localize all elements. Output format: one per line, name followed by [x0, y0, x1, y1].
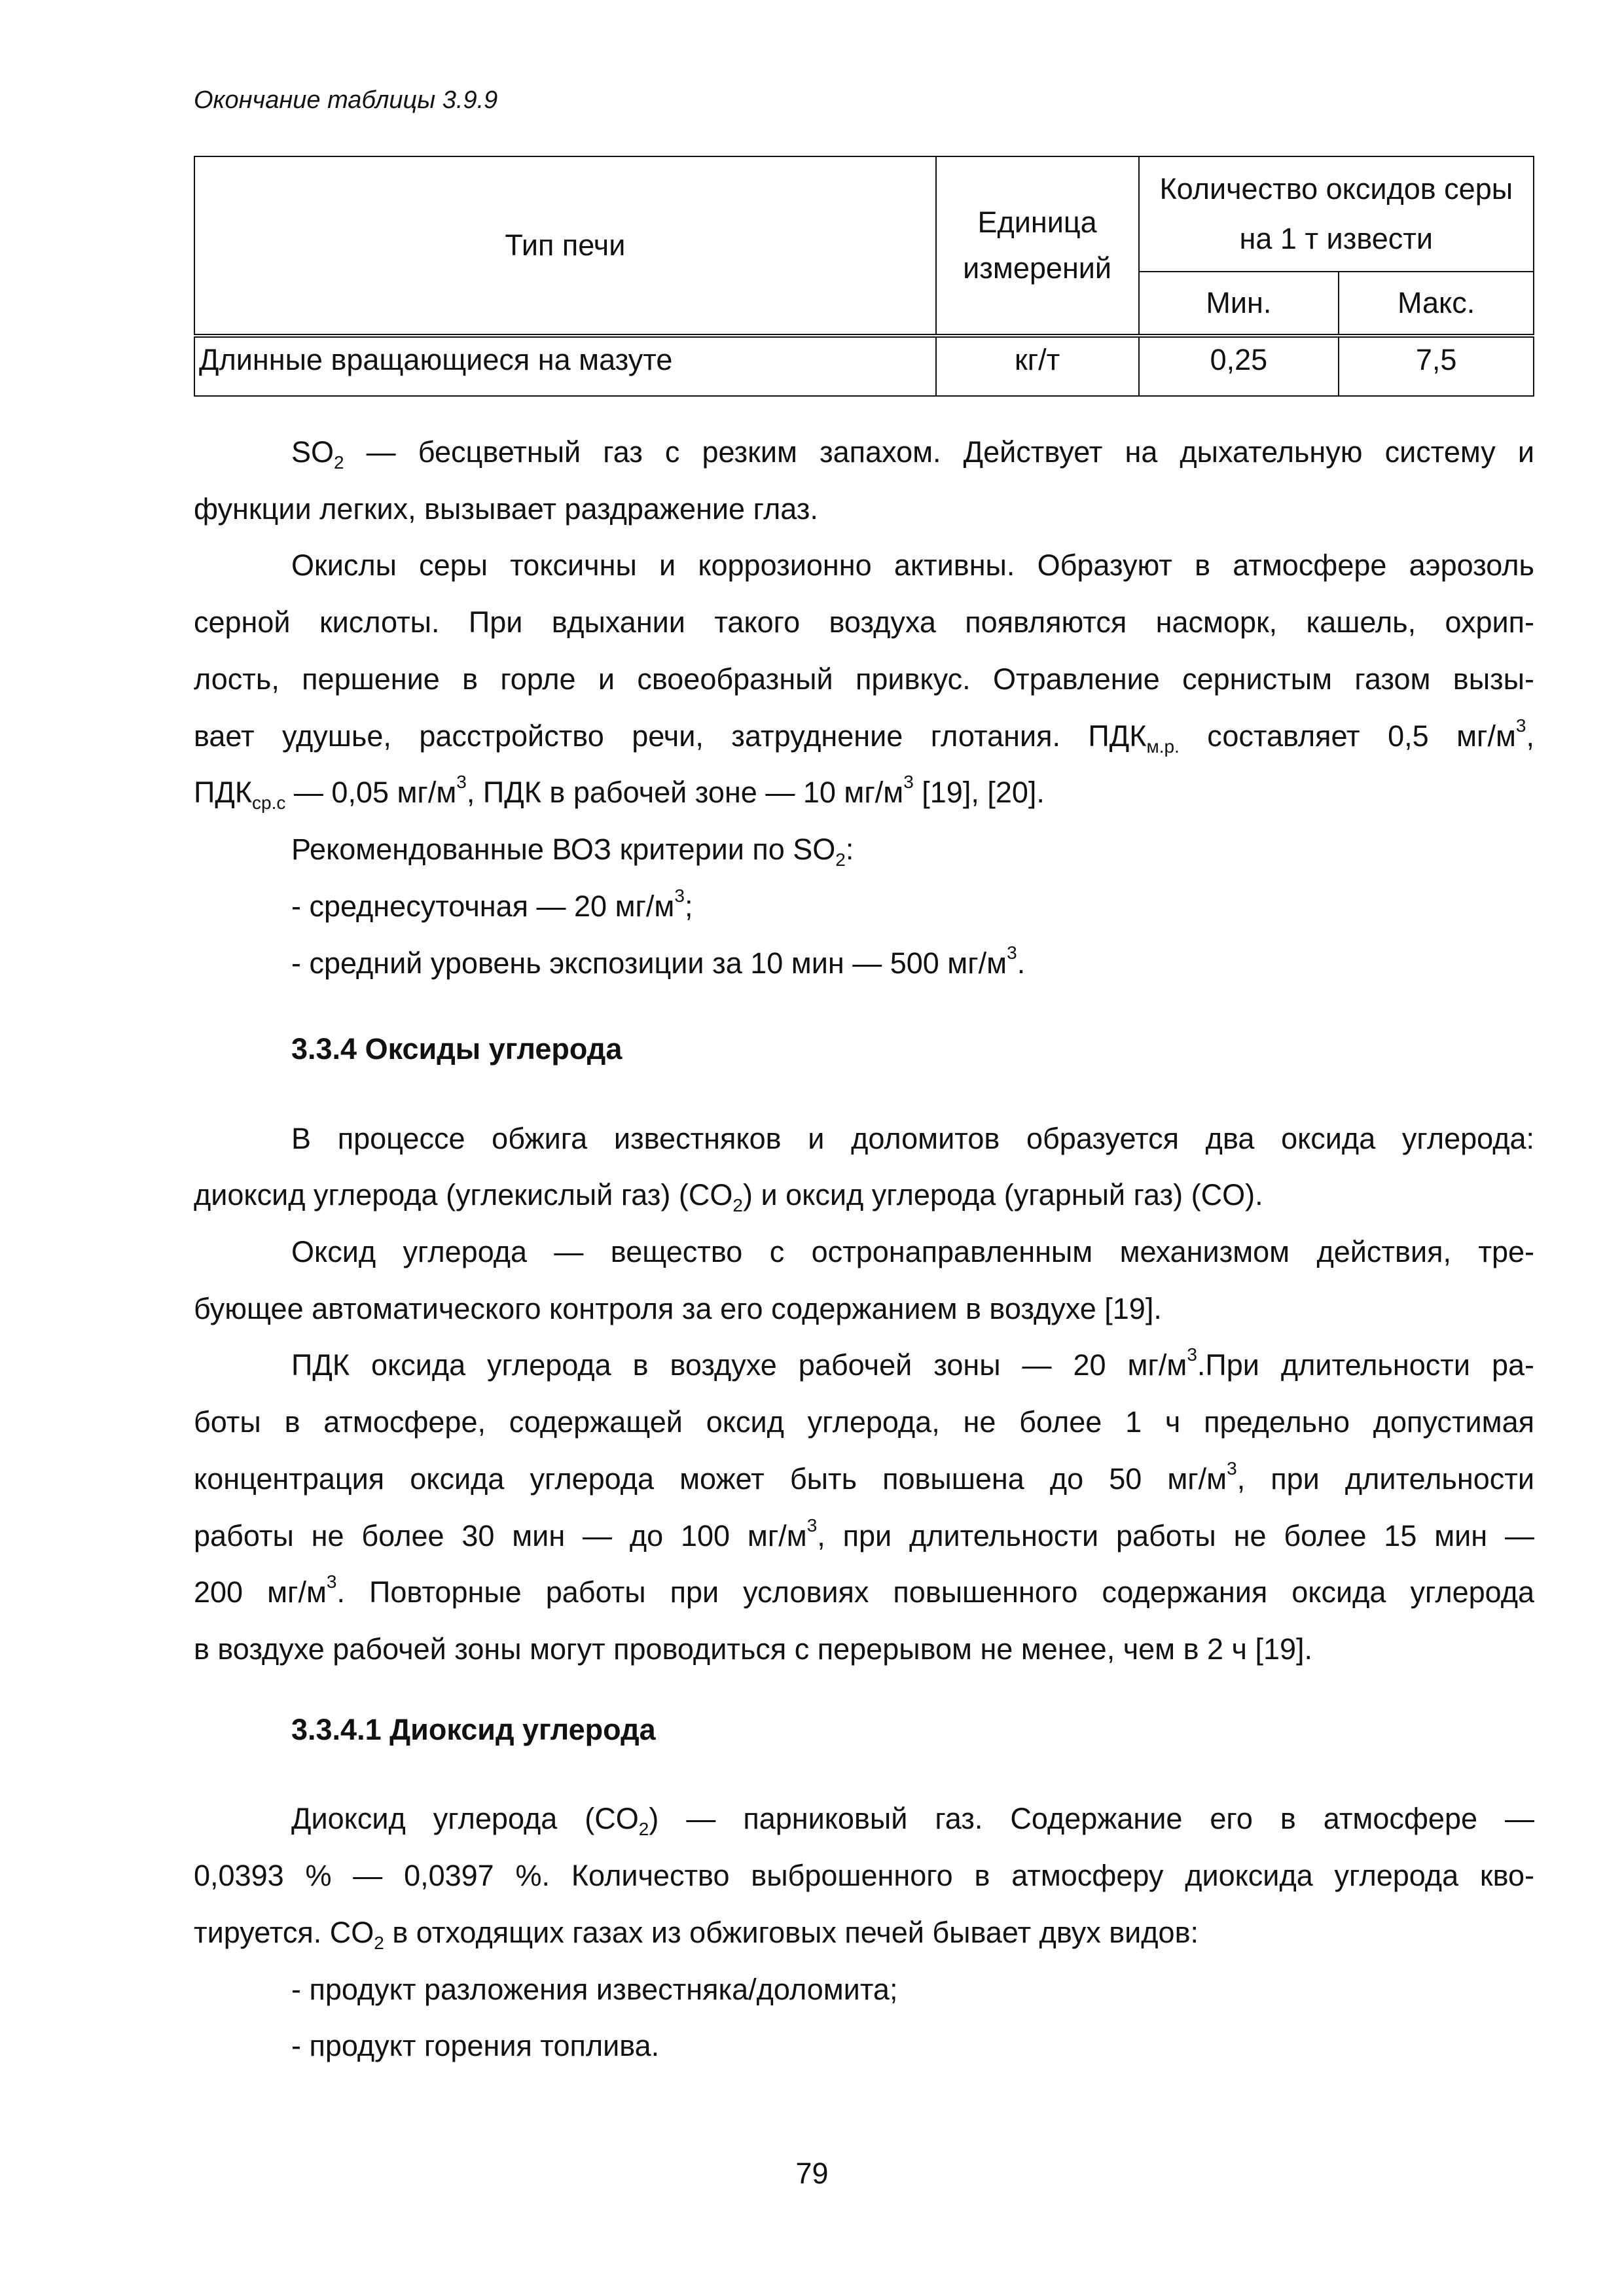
- paragraph-pdk-line6: в воздухе рабочей зоны могут проводиться с перерывом не менее, чем в 2 ч [19].: [194, 1632, 1313, 1666]
- cell-unit: кг/т: [936, 336, 1139, 396]
- sulfur-oxides-table: [194, 156, 1534, 397]
- paragraph-so2-line1: $SO_2$ — бесцветный газ с резким запахом. Действует на дыхательную систему и: [291, 435, 1534, 473]
- paragraph-carbon-line1: В процессе обжига известняков и доломитов образуется два оксида углерода:: [291, 1122, 1534, 1155]
- paragraph-oxides-line4: вает удушье, расстройство речи, затруднение глотания. $ПДК_{м.р.}$ составляет 0,5 $мг/м^3$,: [194, 715, 1534, 757]
- paragraph-oxides-line5: $ПДК_{ср.с}$ — 0,05 $мг/м^3$, ПДК в рабочей зоне — 10 $мг/м^3$ [19], [20].: [194, 772, 1045, 813]
- paragraph-pdk-line3: концентрация оксида углерода может быть повышена до 50 $мг/м^3$, при длительности: [194, 1458, 1535, 1496]
- paragraph-co-line1: Оксид углерода — вещество с остронаправленным механизмом действия, тре-: [291, 1235, 1534, 1268]
- header-min: Мин.: [1139, 272, 1339, 336]
- table-row: [194, 336, 1534, 396]
- header-unit: Единица измерений: [936, 156, 1139, 336]
- paragraph-pdk-line2: боты в атмосфере, содержащей оксид углерода, не более 1 ч предельно допустимая: [194, 1405, 1534, 1439]
- section-heading-carbon-oxides: 3.3.4 Оксиды углерода: [291, 1032, 623, 1066]
- list-item: - средний уровень экспозиции за 10 мин — 500 $мг/м^3$.: [291, 942, 1026, 980]
- list-item: - продукт разложения известняка/доломита;: [291, 1973, 898, 2006]
- cell-furnace-type: Длинные вращающиеся на мазуте: [194, 336, 936, 396]
- paragraph-co-line2: бующее автоматического контроля за его содержанием в воздухе [19].: [194, 1292, 1162, 1325]
- paragraph-co2-line2: 0,0393 % — 0,0397 %. Количество выброшенного в атмосферу диоксида углерода кво-: [194, 1859, 1534, 1892]
- page-number: 79: [795, 2157, 829, 2190]
- section-heading-carbon-dioxide: 3.3.4.1 Диоксид углерода: [291, 1713, 656, 1746]
- header-furnace-type: Тип печи: [194, 156, 936, 336]
- paragraph-pdk-line4: работы не более 30 мин — до 100 $мг/м^3$, при длительности работы не более 15 мин —: [194, 1515, 1534, 1552]
- paragraph-pdk-line1: ПДК оксида углерода в воздухе рабочей зоны — 20 $мг/м^3.При$ длительности ра-: [291, 1344, 1534, 1382]
- list-item: - продукт горения топлива.: [291, 2029, 660, 2062]
- header-max: Макс.: [1339, 272, 1534, 336]
- paragraph-oxides-line1: Окислы серы токсичны и коррозионно активны. Образуют в атмосфере аэрозоль: [291, 548, 1534, 582]
- paragraph-so2-line2: функции легких, вызывает раздражение глаз.: [194, 492, 818, 526]
- list-item: - среднесуточная — 20 $мг/м^3$;: [291, 886, 693, 923]
- paragraph-oxides-line2: серной кислоты. При вдыхании такого воздуха появляются насморк, кашель, охрип-: [194, 605, 1534, 639]
- who-criteria-title: Рекомендованные ВОЗ критерии по $SO_2$:: [291, 833, 854, 870]
- paragraph-co2-line3: тируется. $CO_2$ в отходящих газах из обжиговых печей бывает двух видов:: [194, 1916, 1199, 1953]
- table-caption: Окончание таблицы 3.9.9: [194, 86, 498, 114]
- paragraph-co2-line1: Диоксид углерода $(CO_2)$ — парниковый газ. Содержание его в атмосфере —: [291, 1802, 1534, 1839]
- cell-max: 7,5: [1339, 336, 1534, 396]
- cell-min: 0,25: [1139, 336, 1339, 396]
- paragraph-carbon-line2: диоксид углерода (углекислый газ) $(CO_2)$ и оксид углерода (угарный газ) (CO).: [194, 1178, 1263, 1215]
- paragraph-pdk-line5: 200 $мг/м^3$. Повторные работы при условиях повышенного содержания оксида углерода: [194, 1571, 1535, 1609]
- paragraph-oxides-line3: лость, першение в горле и своеобразный привкус. Отравление сернистым газом вызы-: [194, 662, 1534, 696]
- header-quantity: Количество оксидов серы на 1 т извести: [1139, 156, 1534, 272]
